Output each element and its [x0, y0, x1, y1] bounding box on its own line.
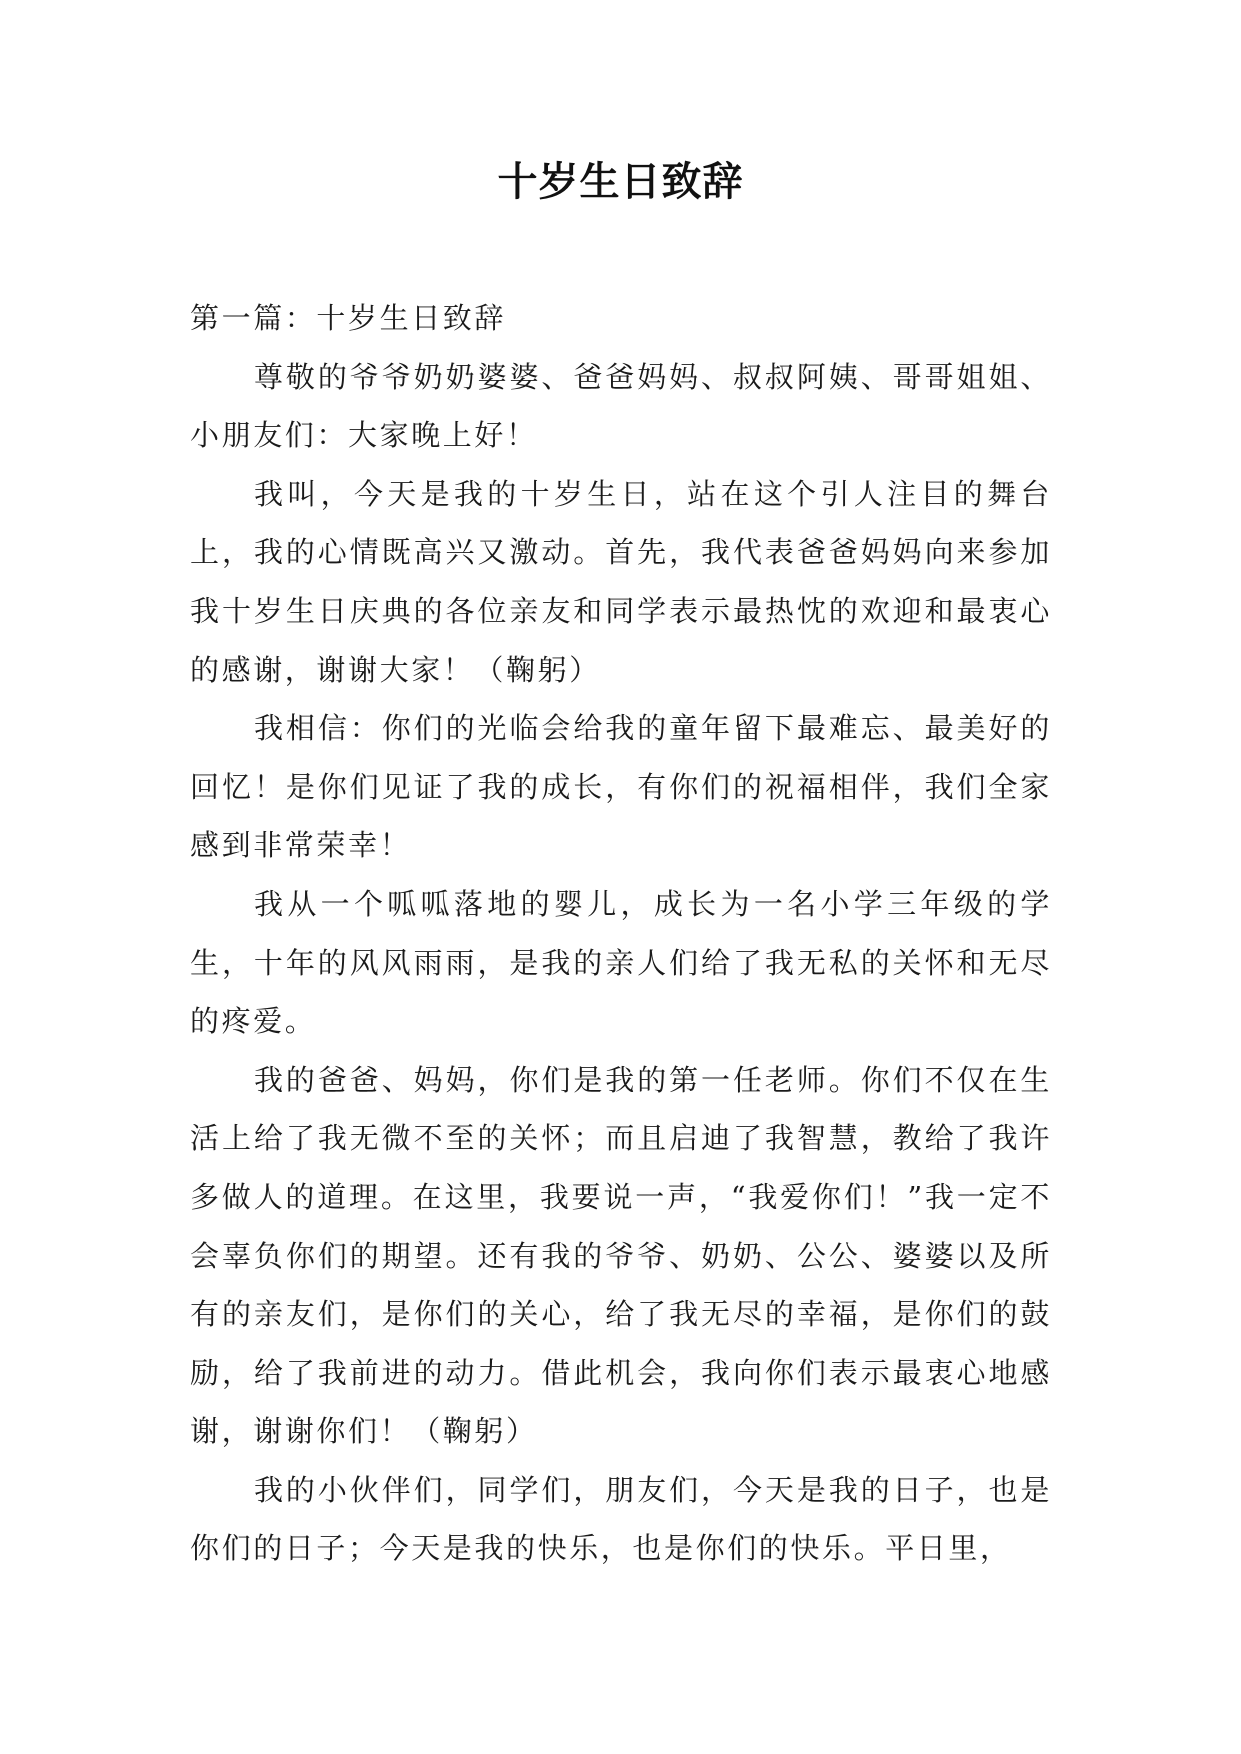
paragraph-growth: 我从一个呱呱落地的婴儿，成长为一名小学三年级的学生，十年的风风雨雨，是我的亲人们给了我无私的关怀和无尽的疼爱。 [190, 886, 1052, 1039]
paragraph-friends: 我的小伙伴们，同学们，朋友们，今天是我的日子，也是你们的日子；今天是我的快乐，也是你们的快乐。平日里， [190, 1472, 1052, 1566]
paragraph-introduction: 我叫，今天是我的十岁生日，站在这个引人注目的舞台上，我的心情既高兴又激动。首先，我代表爸爸妈妈向来参加我十岁生日庆典的各位亲友和同学表示最热忱的欢迎和最衷心的感谢，谢谢大家！（鞠躬） [190, 476, 1052, 687]
section-heading: 第一篇：十岁生日致辞 [190, 301, 507, 335]
paragraph-parents: 我的爸爸、妈妈，你们是我的第一任老师。你们不仅在生活上给了我无微不至的关怀；而且启迪了我智慧，教给了我许多做人的道理。在这里，我要说一声，“我爱你们！”我一定不会辜负你们的期望。还有我的爷爷、奶奶、公公、婆婆以及所有的亲友们，是你们的关心，给了我无尽的幸福，是你们的鼓励，给了我前进的动力。借此机会，我向你们表示最衷心地感谢，谢谢你们！（鞠躬） [190, 1062, 1052, 1449]
paragraph-memories: 我相信：你们的光临会给我的童年留下最难忘、最美好的回忆！是你们见证了我的成长，有你们的祝福相伴，我们全家感到非常荣幸！ [190, 711, 1052, 863]
paragraph-greeting: 尊敬的爷爷奶奶婆婆、爸爸妈妈、叔叔阿姨、哥哥姐姐、小朋友们：大家晚上好！ [190, 359, 1052, 453]
document-title: 十岁生日致辞 [497, 159, 744, 205]
document-body [190, 289, 1052, 1578]
